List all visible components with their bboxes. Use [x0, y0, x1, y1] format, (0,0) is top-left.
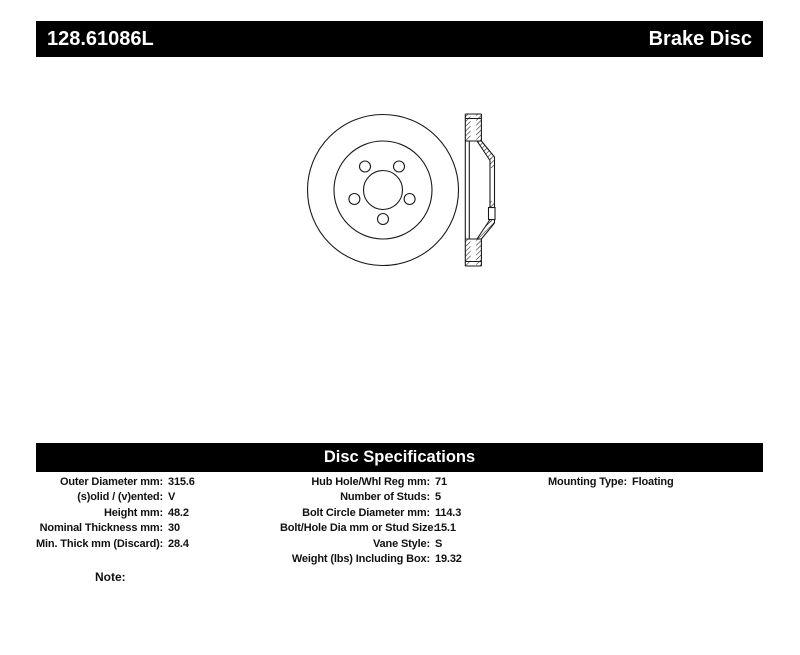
part-number: 128.61086L	[47, 27, 154, 50]
spec-label: Min. Thick mm (Discard):	[36, 537, 164, 550]
spec-column-left	[36, 474, 195, 552]
spec-value: 30	[168, 522, 180, 535]
hub-hole-circle	[364, 171, 403, 210]
spec-row-min-thickness	[36, 536, 195, 552]
note-label: Note:	[95, 570, 126, 584]
spec-row-solid-vented	[36, 490, 195, 506]
brake-disc-front-view	[308, 115, 459, 266]
spec-label: (s)olid / (v)ented:	[77, 491, 163, 504]
section-title: Disc Specifications	[323, 448, 476, 466]
spec-label: Bolt Circle Diameter mm:	[302, 506, 430, 519]
header-bar	[36, 21, 763, 57]
spec-value: 15.1	[435, 522, 456, 535]
spec-row-nominal-thickness	[36, 521, 195, 537]
brake-disc-technical-drawing	[288, 98, 508, 278]
spec-row-height	[36, 505, 195, 521]
spec-label: Mounting Type:	[548, 475, 627, 488]
spec-column-middle	[280, 474, 462, 567]
spec-value: Floating	[632, 475, 674, 488]
spec-value: 48.2	[168, 506, 189, 519]
spec-value: V	[168, 491, 176, 504]
spec-label: Weight (lbs) Including Box:	[291, 553, 430, 566]
spec-row-hub-hole	[280, 474, 462, 490]
spec-label: Nominal Thickness mm:	[39, 522, 163, 535]
spec-value: 19.32	[435, 553, 462, 566]
stud-hole	[349, 194, 360, 205]
section-title-bar	[36, 443, 763, 472]
spec-row-number-of-studs	[280, 490, 462, 506]
spec-label: Height mm:	[103, 506, 163, 519]
brake-disc-cross-section-view	[465, 114, 495, 266]
spec-label: Hub Hole/Whl Reg mm:	[311, 475, 430, 488]
stud-hole	[378, 214, 389, 225]
spec-row-bolt-circle-diameter	[280, 505, 462, 521]
outer-diameter-circle	[308, 115, 459, 266]
spec-row-outer-diameter	[36, 474, 195, 490]
spec-row-mounting-type	[540, 474, 674, 490]
product-type-title: Brake Disc	[648, 27, 752, 50]
spec-label: Bolt/Hole Dia mm or Stud Size:	[280, 522, 437, 535]
stud-hole	[360, 161, 371, 172]
stud-hole	[394, 161, 405, 172]
spec-row-weight	[280, 552, 462, 568]
stud-hole	[404, 194, 415, 205]
spec-label: Outer Diameter mm:	[59, 475, 163, 488]
spec-value: 28.4	[168, 537, 189, 550]
spec-label: Number of Studs:	[340, 491, 430, 504]
spec-label: Vane Style:	[372, 537, 430, 550]
spec-column-right	[540, 474, 674, 490]
spec-row-vane-style	[280, 536, 462, 552]
spec-value: S	[435, 537, 443, 550]
spec-value: 114.3	[435, 506, 462, 519]
spec-value: 315.6	[168, 475, 195, 488]
spec-value: 5	[435, 491, 441, 504]
section-stud-hole-notch	[489, 208, 496, 220]
spec-row-bolt-hole-dia	[280, 521, 462, 537]
spec-value: 71	[435, 475, 447, 488]
